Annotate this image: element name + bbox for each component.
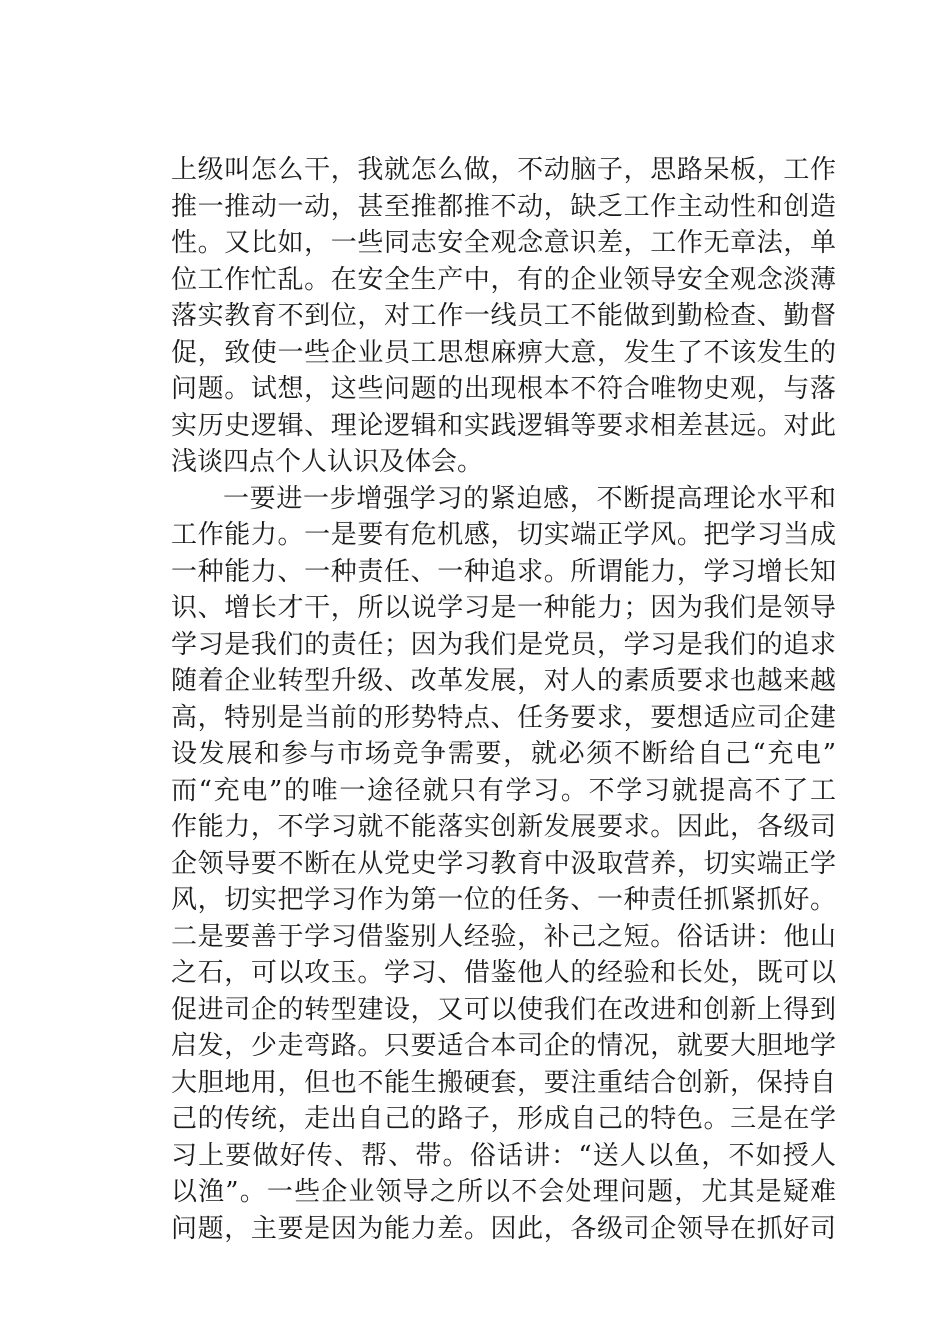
text-line: 性。又比如，一些同志安全观念意识差，工作无章法，单	[171, 228, 836, 258]
text-line: 问题。试想，这些问题的出现根本不符合唯物史观，与落	[171, 374, 836, 404]
text-line: 一种能力、一种责任、一种追求。所谓能力，学习增长知	[171, 556, 836, 587]
text-line: 企领导要不断在从党史学习教育中汲取营养，切实端正学	[171, 848, 836, 879]
text-line: 工作能力。一是要有危机感，切实端正学风。把学习当成	[171, 520, 836, 550]
text-line: 之石，可以攻玉。学习、借鉴他人的经验和长处，既可以	[171, 958, 836, 988]
text-line: 风，切实把学习作为第一位的任务、一种责任抓紧抓好。	[171, 885, 836, 915]
text-line: 而“充电”的唯一途径就只有学习。不学习就提高不了工	[171, 775, 836, 806]
paragraph-1	[171, 152, 836, 481]
text-line: 设发展和参与市场竞争需要，就必须不断给自己“充电”	[171, 739, 836, 769]
text-line: 促进司企的转型建设，又可以使我们在改进和创新上得到	[171, 994, 836, 1025]
text-line: 位工作忙乱。在安全生产中，有的企业领导安全观念淡薄	[171, 264, 836, 295]
text-line: 作能力，不学习就不能落实创新发展要求。因此，各级司	[171, 812, 836, 842]
text-line: 启发，少走弯路。只要适合本司企的情况，就要大胆地学	[171, 1031, 836, 1061]
text-line: 浅谈四点个人认识及体会。	[171, 447, 484, 477]
paragraph-2	[171, 481, 836, 1248]
text-line: 学习是我们的责任；因为我们是党员，学习是我们的追求	[171, 629, 836, 660]
text-line: 推一推动一动，甚至推都推不动，缺乏工作主动性和创造	[171, 191, 836, 222]
text-line: 实历史逻辑、理论逻辑和实践逻辑等要求相差甚远。对此	[171, 410, 836, 441]
text-line: 己的传统，走出自己的路子，形成自己的特色。三是在学	[171, 1104, 836, 1134]
text-line: 大胆地用，但也不能生搬硬套，要注重结合创新，保持自	[171, 1067, 836, 1098]
text-line: 落实教育不到位，对工作一线员工不能做到勤检查、勤督	[171, 301, 836, 331]
document-body	[171, 152, 836, 1247]
text-line: 上级叫怎么干，我就怎么做，不动脑子，思路呆板，工作	[171, 155, 836, 185]
text-line: 以渔”。一些企业领导之所以不会处理问题，尤其是疑难	[171, 1177, 836, 1207]
text-line: 随着企业转型升级、改革发展，对人的素质要求也越来越	[171, 666, 836, 696]
text-line: 问题，主要是因为能力差。因此，各级司企领导在抓好司	[171, 1213, 836, 1244]
text-line: 促，致使一些企业员工思想麻痹大意，发生了不该发生的	[171, 337, 836, 368]
text-line: 二是要善于学习借鉴别人经验，补己之短。俗话讲：他山	[171, 921, 836, 952]
text-line: 一要进一步增强学习的紧迫感，不断提高理论水平和	[223, 483, 836, 514]
text-line: 识、增长才干，所以说学习是一种能力；因为我们是领导	[171, 593, 836, 623]
text-line: 高，特别是当前的形势特点、任务要求，要想适应司企建	[171, 702, 836, 733]
text-line: 习上要做好传、帮、带。俗话讲：“送人以鱼，不如授人	[171, 1140, 836, 1171]
